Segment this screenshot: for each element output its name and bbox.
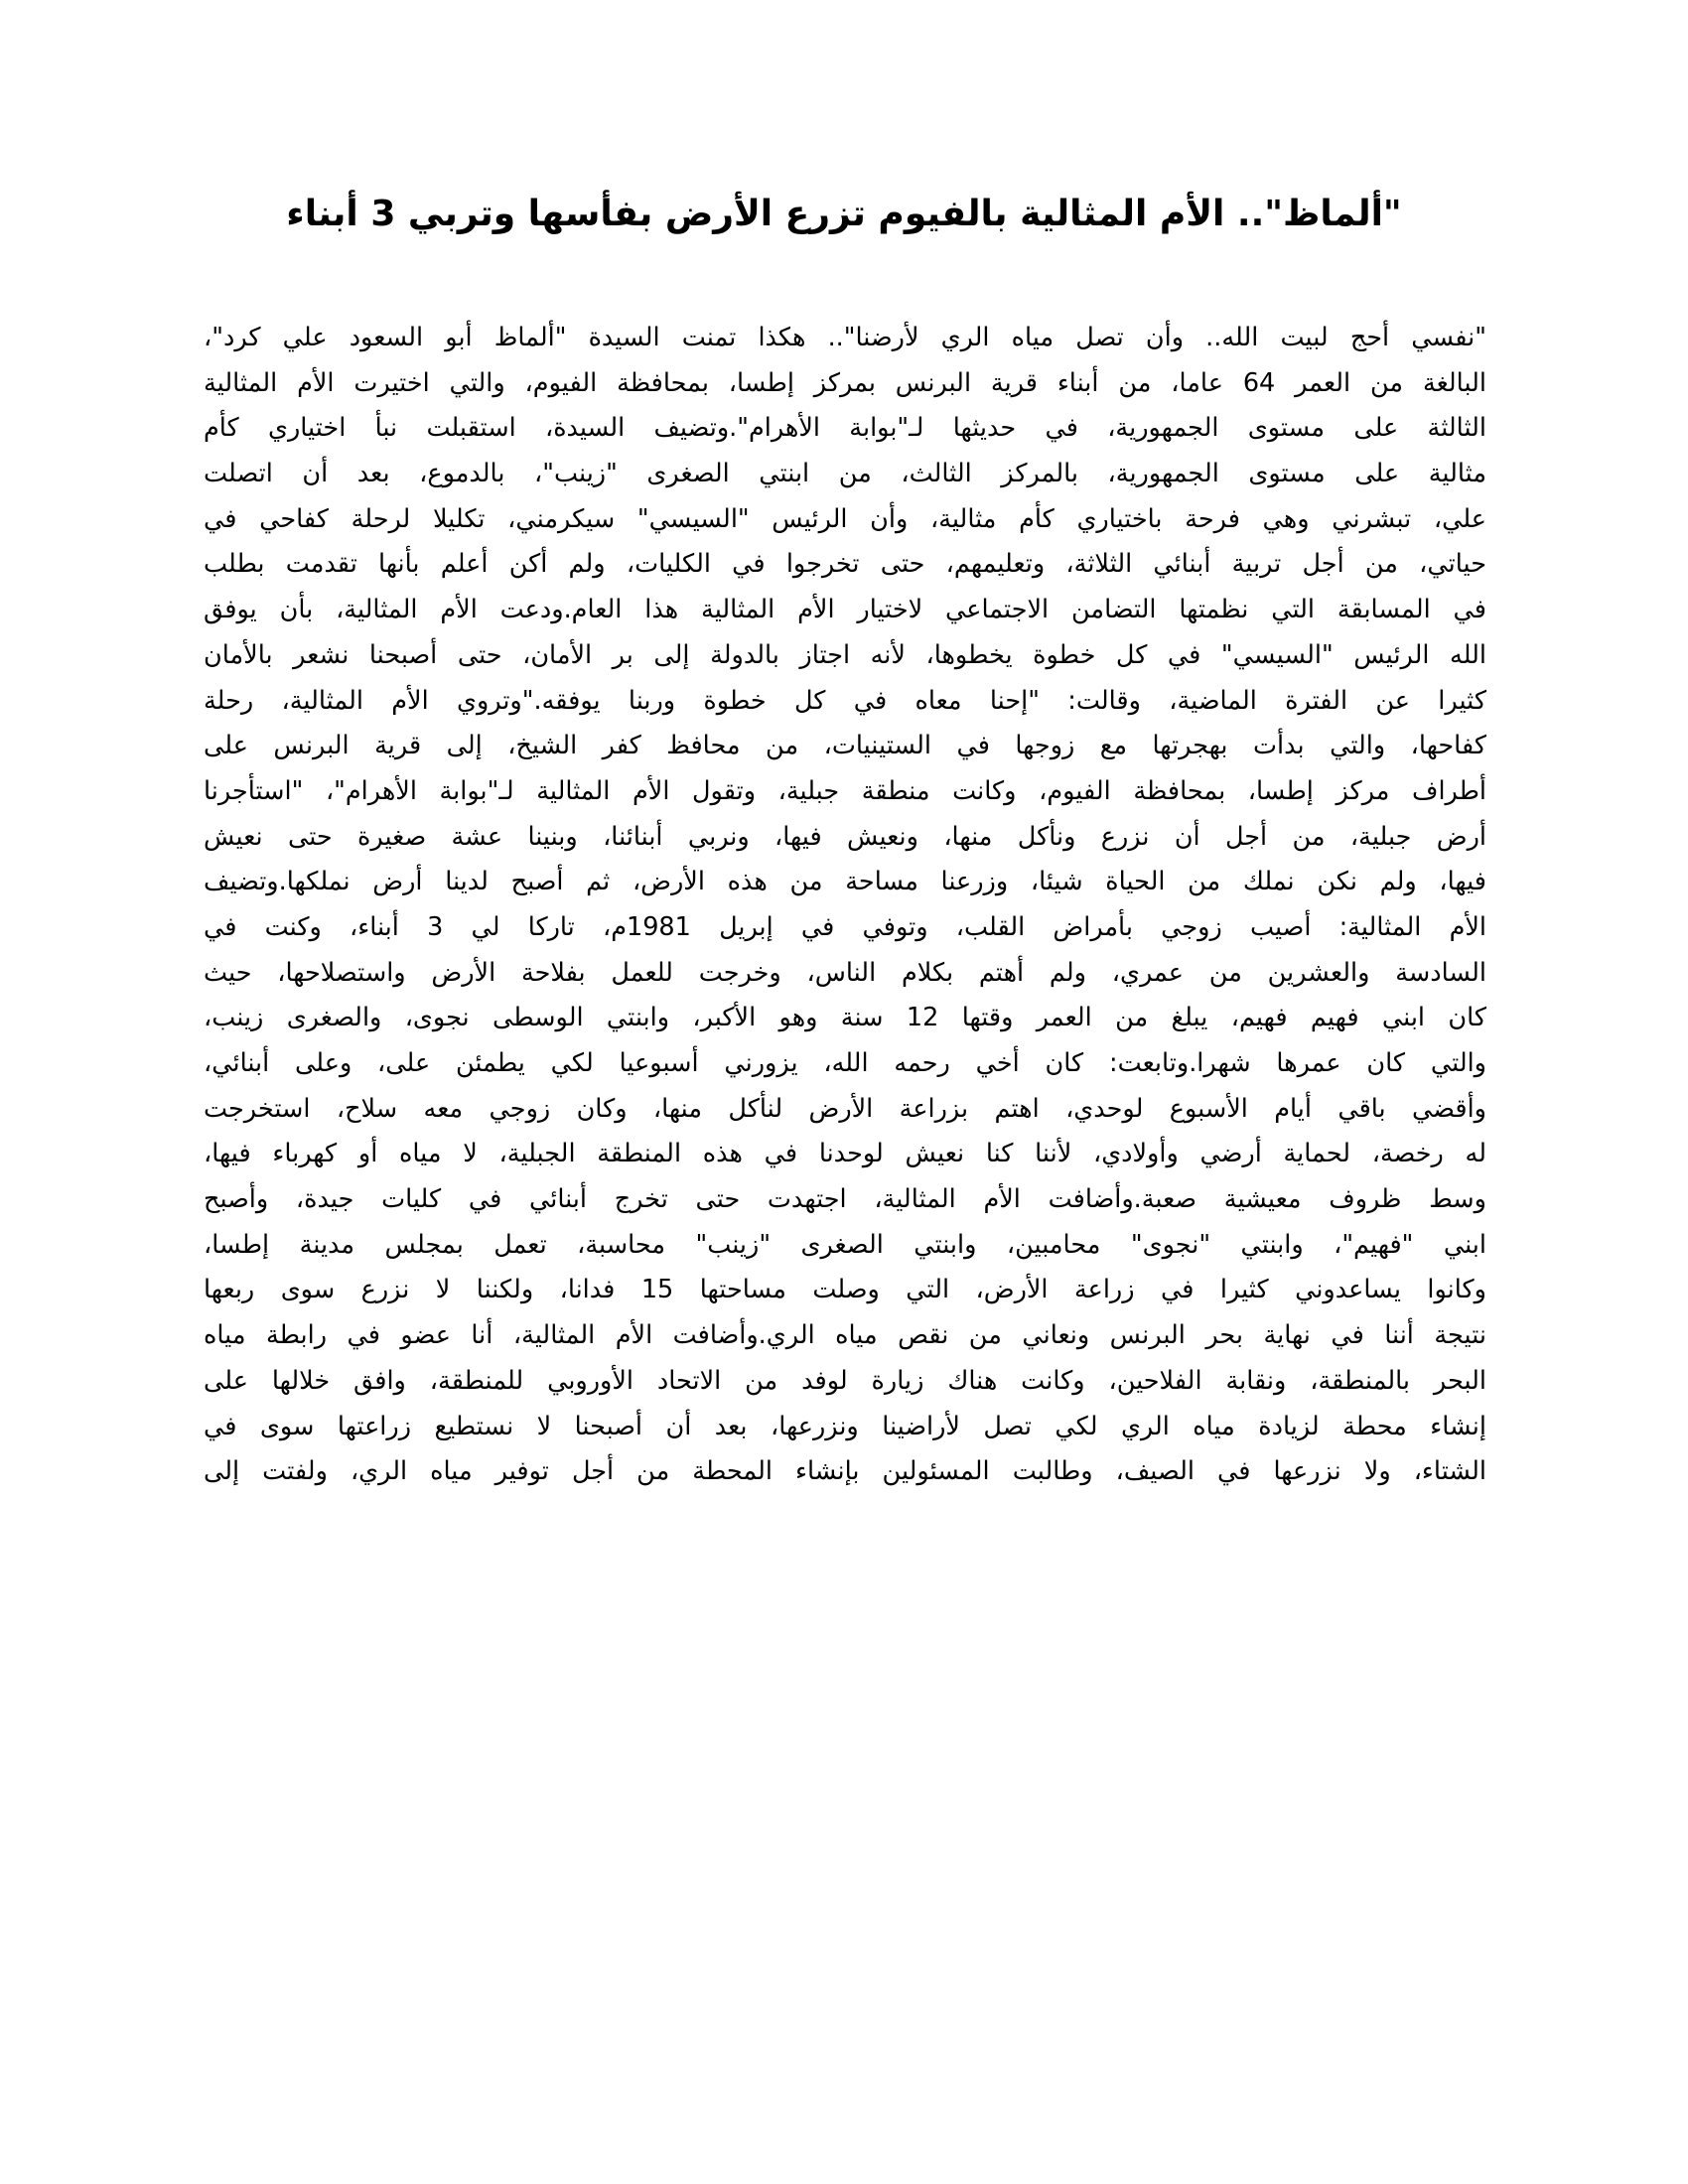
paragraph-line: الأم المثالية: أصيب زوجي بأمراض القلب، وتوفي في إبريل 1981م، تاركا لي 3 أبناء، وكنت في bbox=[204, 911, 1486, 942]
paragraph-line: الثالثة على مستوى الجمهورية، في حديثها لـ"بوابة الأهرام".وتضيف السيدة، استقبلت نبأ اختياري كأم bbox=[204, 413, 1486, 444]
paragraph-line: حياتي، من أجل تربية أبنائي الثلاثة، وتعليمهم، حتى تخرجوا في الكليات، ولم أكن أعلم بأنها تقدمت بطلب bbox=[204, 549, 1486, 580]
paragraph-line: وأقضي باقي أيام الأسبوع لوحدي، اهتم بزراعة الأرض لنأكل منها، وكان زوجي معه سلاح، استخرجت bbox=[204, 1093, 1486, 1124]
article-body bbox=[204, 316, 1486, 1495]
paragraph-line: "نفسي أحج لبيت الله.. وأن تصل مياه الري لأرضنا".. هكذا تمنت السيدة "ألماظ أبو السعود علي كرد"، bbox=[204, 323, 1486, 352]
paragraph-line: علي، تبشرني وهي فرحة باختياري كأم مثالية، وأن الرئيس "السيسي" سيكرمني، تكليلا لرحلة كفاحي في bbox=[204, 503, 1486, 534]
paragraph-line: ابني "فهيم"، وابنتي "نجوى" محامبين، وابنتي الصغرى "زينب" محاسبة، تعمل بمجلس مدينة إطسا، bbox=[204, 1229, 1486, 1260]
paragraph-line: له رخصة، لحماية أرضي وأولادي، لأننا كنا نعيش لوحدنا في هذه المنطقة الجبلية، لا مياه أو كهرباء فيها، bbox=[204, 1139, 1486, 1169]
paragraph-line: نتيجة أننا في نهاية بحر البرنس ونعاني من نقص مياه الري.وأضافت الأم المثالية، أنا عضو في رابطة مياه bbox=[204, 1320, 1486, 1351]
paragraph-line: كثيرا عن الفترة الماضية، وقالت: "إحنا معاه في كل خطوة وربنا يوفقه."وتروي الأم المثالية، رحلة bbox=[204, 685, 1486, 716]
paragraph-line: مثالية على مستوى الجمهورية، بالمركز الثالث، من ابنتي الصغرى "زينب"، بالدموع، بعد أن اتصلت bbox=[204, 459, 1486, 489]
paragraph-line: والتي كان عمرها شهرا.وتابعت: كان أخي رحمه الله، يزورني أسبوعيا لكي يطمئن على، وعلى أبنائي، bbox=[204, 1048, 1486, 1078]
article-title: "ألماظ".. الأم المثالية بالفيوم تزرع الأرض بفأسها وتربي 3 أبناء bbox=[286, 194, 1402, 234]
paragraph-line: البالغة من العمر 64 عاما، من أبناء قرية البرنس بمركز إطسا، بمحافظة الفيوم، والتي اختيرت الأم المثالية bbox=[204, 367, 1486, 398]
paragraph-line: فيها، ولم نكن نملك من الحياة شيئا، وزرعنا مساحة من هذه الأرض، ثم أصبح لدينا أرض نملكها.وتضيف bbox=[204, 867, 1486, 897]
paragraph-line: الله الرئيس "السيسي" في كل خطوة يخطوها، لأنه اجتاز بالدولة إلى بر الأمان، حتى أصبحنا نشعر بالأمان bbox=[204, 639, 1486, 670]
paragraph-line: السادسة والعشرين من عمري، ولم أهتم بكلام الناس، وخرجت للعمل بفلاحة الأرض واستصلاحها، حيث bbox=[204, 957, 1486, 988]
paragraph-line: البحر بالمنطقة، ونقابة الفلاحين، وكانت هناك زيارة لوفد من الاتحاد الأوروبي للمنطقة، وافق خلالها على bbox=[204, 1365, 1486, 1396]
paragraph-line: الشتاء، ولا نزرعها في الصيف، وطالبت المسئولين بإنشاء المحطة من أجل توفير مياه الري، ولفتت إلى bbox=[204, 1456, 1486, 1487]
paragraph-line: وسط ظروف معيشية صعبة.وأضافت الأم المثالية، اجتهدت حتى تخرج أبنائي في كليات جيدة، وأصبح bbox=[204, 1184, 1486, 1215]
paragraph-line: في المسابقة التي نظمتها التضامن الاجتماعي لاختيار الأم المثالية هذا العام.ودعت الأم المثالية، بأن يوفق bbox=[204, 595, 1486, 625]
paragraph-line: كفاحها، والتي بدأت بهجرتها مع زوجها في الستينيات، من محافظ كفر الشيخ، إلى قرية البرنس على bbox=[204, 731, 1486, 761]
paragraph-line: كان ابني فهيم فهيم، يبلغ من العمر وقتها 12 سنة وهو الأكبر، وابنتي الوسطى نجوى، والصغرى زينب، bbox=[204, 1003, 1486, 1033]
paragraph-line: إنشاء محطة لزيادة مياه الري لكي تصل لأراضينا ونزرعها، بعد أن أصبحنا لا نستطيع زراعتها سوى في bbox=[204, 1411, 1486, 1441]
paragraph-line: أطراف مركز إطسا، بمحافظة الفيوم، وكانت منطقة جبلية، وتقول الأم المثالية لـ"بوابة الأهرام"، "استأجرنا bbox=[204, 775, 1486, 806]
paragraph-line: وكانوا يساعدوني كثيرا في زراعة الأرض، التي وصلت مساحتها 15 فدانا، ولكننا لا نزرع سوى ربعها bbox=[204, 1275, 1486, 1305]
paragraph-line: أرض جبلية، من أجل أن نزرع ونأكل منها، ونعيش فيها، ونربي أبنائنا، وبنينا عشة صغيرة حتى نعيش bbox=[204, 821, 1486, 852]
